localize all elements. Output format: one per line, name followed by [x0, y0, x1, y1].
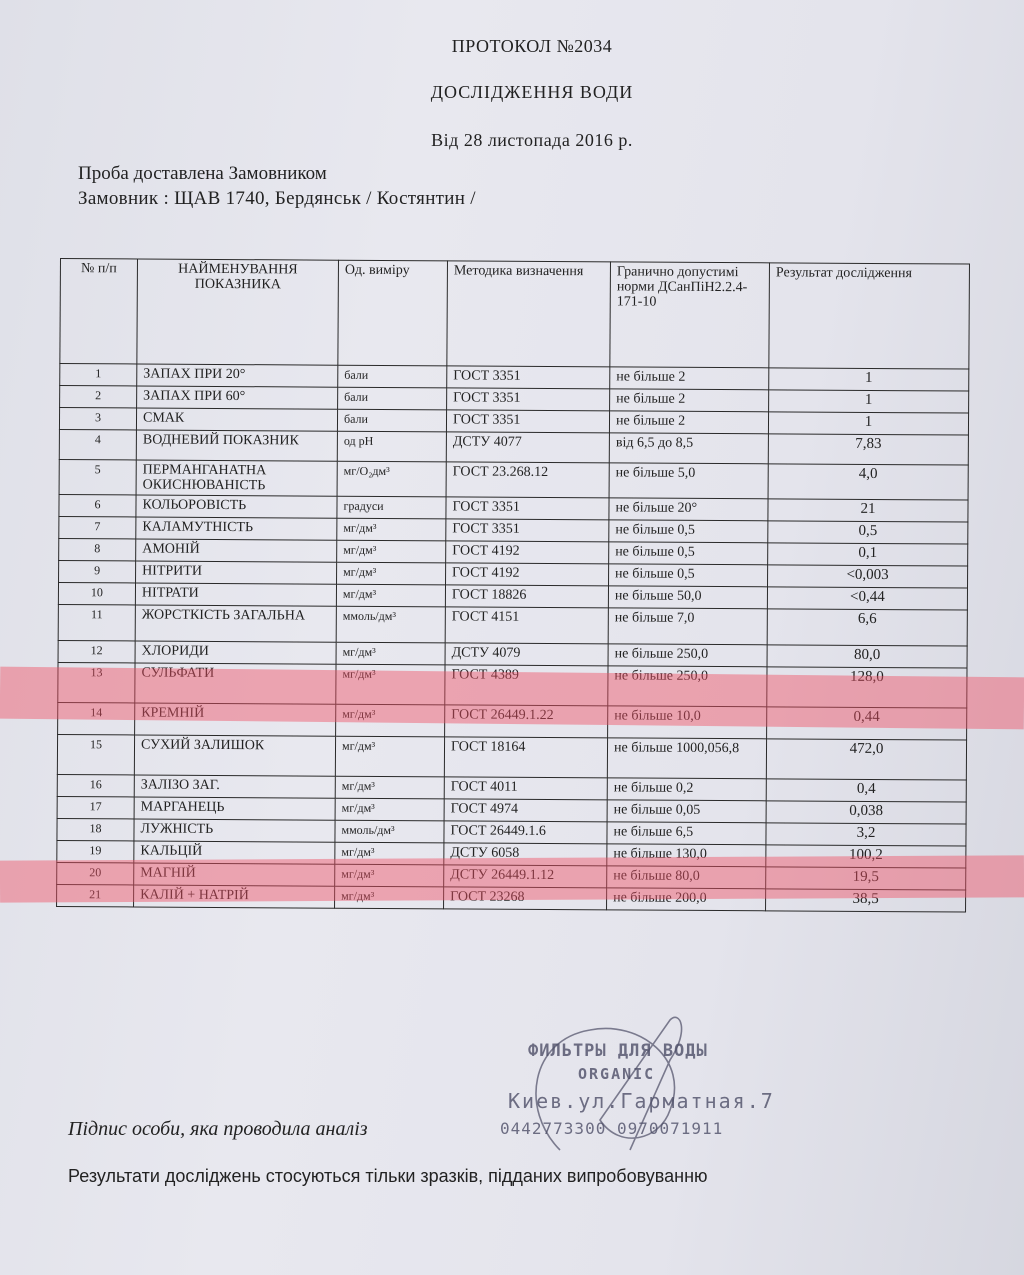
- table-row: [57, 884, 966, 912]
- cell-result: 4,0: [768, 464, 968, 500]
- cell-result: 19,5: [766, 867, 966, 890]
- cell-unit: мг/дм³: [335, 798, 444, 821]
- cell-name: КАЛАМУТНІСТЬ: [136, 517, 337, 540]
- cell-number: 1: [60, 364, 137, 386]
- cell-result: 472,0: [766, 739, 966, 780]
- cell-unit: градуси: [337, 496, 446, 519]
- cell-unit: мг/дм³: [335, 842, 444, 865]
- cell-result: 0,44: [767, 707, 967, 740]
- cell-name: НІТРИТИ: [136, 561, 337, 584]
- cell-number: 18: [57, 818, 134, 840]
- cell-unit: ммоль/дм³: [336, 606, 445, 643]
- cell-norm: не більше 80,0: [607, 866, 766, 889]
- stamp-address: Киев.ул.Гарматная.7: [508, 1089, 775, 1113]
- cell-name: НІТРАТИ: [135, 583, 336, 606]
- cell-method: ГОСТ 3351: [447, 366, 610, 389]
- cell-name: СМАК: [136, 408, 337, 431]
- document-title: ДОСЛІДЖЕННЯ ВОДИ: [430, 82, 634, 102]
- cell-number: 9: [59, 560, 136, 582]
- cell-unit: мг/дм³: [335, 736, 444, 777]
- cell-unit: бали: [338, 387, 447, 410]
- cell-name: КОЛЬОРОВІСТЬ: [136, 495, 337, 518]
- cell-result: 3,2: [766, 823, 966, 846]
- protocol-date: Від 28 листопада 2016 р.: [431, 130, 633, 150]
- cell-method: ГОСТ 23.268.12: [446, 462, 609, 498]
- cell-method: ГОСТ 3351: [446, 519, 609, 542]
- footer-note: Результати досліджень стосуються тільки зразків, підданих випробовуванню: [68, 1166, 708, 1186]
- cell-norm: не більше 2: [610, 367, 769, 390]
- cell-method: ГОСТ 4192: [446, 563, 609, 586]
- cell-method: ДСТУ 4079: [445, 643, 608, 666]
- cell-number: 12: [58, 640, 135, 662]
- cell-norm: не більше 5,0: [609, 463, 768, 499]
- column-header-name: НАЙМЕНУВАННЯ ПОКАЗНИКА: [137, 259, 339, 365]
- cell-number: 8: [59, 538, 136, 560]
- cell-unit: мг/дм³: [335, 886, 444, 909]
- cell-number: 2: [60, 386, 137, 408]
- cell-unit: бали: [337, 409, 446, 432]
- stamp-line-1: ФИЛЬТРЫ ДЛЯ ВОДЫ: [528, 1041, 708, 1061]
- cell-name: ЗАПАХ ПРИ 20°: [137, 364, 338, 387]
- cell-norm: не більше 7,0: [608, 608, 767, 645]
- cell-unit: мг/дм³: [336, 704, 445, 737]
- cell-unit: мг/дм³: [337, 518, 446, 541]
- cell-number: 21: [57, 884, 134, 906]
- stamp-phones: 0442773300 0970071911: [500, 1119, 724, 1138]
- cell-number: 19: [57, 840, 134, 862]
- table-body: [57, 364, 969, 913]
- cell-norm: не більше 0,05: [607, 800, 766, 823]
- cell-norm: не більше 0,5: [609, 520, 768, 543]
- cell-method: ГОСТ 4011: [444, 777, 607, 800]
- cell-name: КРЕМНІЙ: [135, 703, 336, 736]
- cell-norm: від 6,5 до 8,5: [609, 433, 768, 464]
- cell-method: ГОСТ 4192: [446, 541, 609, 564]
- column-header-result: Результат дослідження: [769, 263, 970, 369]
- table-row: [58, 604, 967, 646]
- cell-number: 13: [58, 662, 135, 702]
- table-header-row: [60, 259, 970, 370]
- cell-number: 7: [59, 516, 136, 538]
- cell-result: <0,44: [767, 587, 967, 610]
- cell-number: 15: [57, 734, 134, 774]
- cell-name: СУЛЬФАТИ: [135, 663, 336, 704]
- cell-result: 0,038: [766, 801, 966, 824]
- cell-method: ГОСТ 23268: [444, 887, 607, 910]
- cell-result: <0,003: [768, 565, 968, 588]
- cell-result: 100,2: [766, 845, 966, 868]
- cell-name: МАГНІЙ: [134, 863, 335, 886]
- cell-number: 16: [57, 774, 134, 796]
- cell-unit: мг/дм³: [337, 540, 446, 563]
- cell-result: 128,0: [767, 667, 967, 708]
- cell-unit: ммоль/дм³: [335, 820, 444, 843]
- cell-method: ГОСТ 26449.1.6: [444, 821, 607, 844]
- cell-unit: од pH: [337, 431, 446, 462]
- cell-norm: не більше 1000,056,8: [607, 738, 766, 779]
- cell-norm: не більше 0,2: [607, 778, 766, 801]
- customer-info: Замовник : ЩАВ 1740, Бердянськ / Костянтин /: [78, 188, 476, 209]
- cell-result: 0,4: [766, 779, 966, 802]
- cell-method: ДСТУ 6058: [444, 843, 607, 866]
- cell-number: 4: [59, 429, 136, 459]
- signature-label: Підпис особи, яка проводила аналіз: [68, 1118, 368, 1140]
- cell-name: ХЛОРИДИ: [135, 641, 336, 664]
- cell-number: 11: [58, 604, 135, 640]
- cell-unit: мг/дм³: [337, 562, 446, 585]
- cell-result: 21: [768, 499, 968, 522]
- protocol-number: ПРОТОКОЛ №2034: [451, 36, 613, 56]
- cell-number: 14: [58, 702, 135, 734]
- cell-name: КАЛІЙ + НАТРІЙ: [134, 885, 335, 908]
- cell-method: ГОСТ 4389: [445, 665, 608, 706]
- cell-unit: мг/дм³: [335, 776, 444, 799]
- cell-unit: мг/О₂дм³: [337, 461, 446, 497]
- results-table: [56, 258, 970, 913]
- column-header-method: Методика визначення: [447, 261, 611, 367]
- sample-delivery-note: Проба доставлена Замовником: [78, 163, 327, 184]
- column-header-norm: Гранично допустимі норми ДСанПіН2.2.4-171-10: [610, 262, 770, 368]
- cell-method: ГОСТ 26449.1.22: [445, 705, 608, 738]
- cell-method: ГОСТ 18164: [444, 737, 607, 778]
- cell-method: ГОСТ 3351: [446, 497, 609, 520]
- cell-result: 38,5: [766, 889, 966, 912]
- cell-method: ДСТУ 26449.1.12: [444, 865, 607, 888]
- cell-name: ЗАПАХ ПРИ 60°: [137, 386, 338, 409]
- cell-name: ЛУЖНІСТЬ: [134, 819, 335, 842]
- cell-norm: не більше 2: [610, 389, 769, 412]
- cell-norm: не більше 250,0: [608, 644, 767, 667]
- cell-number: 20: [57, 862, 134, 884]
- cell-method: ГОСТ 3351: [446, 410, 609, 433]
- cell-method: ГОСТ 18826: [445, 585, 608, 608]
- cell-result: 1: [769, 390, 969, 413]
- cell-name: МАРГАНЕЦЬ: [134, 797, 335, 820]
- cell-norm: не більше 130,0: [607, 844, 766, 867]
- cell-result: 6,6: [767, 609, 967, 646]
- cell-name: КАЛЬЦІЙ: [134, 841, 335, 864]
- table-row: [57, 734, 966, 780]
- cell-method: ГОСТ 3351: [447, 388, 610, 411]
- column-header-unit: Од. виміру: [338, 260, 448, 366]
- cell-norm: не більше 20°: [609, 498, 768, 521]
- cell-norm: не більше 200,0: [607, 888, 766, 911]
- column-header-number: № п/п: [60, 259, 138, 364]
- cell-unit: бали: [338, 365, 447, 388]
- cell-unit: мг/дм³: [336, 642, 445, 665]
- cell-result: 0,1: [768, 543, 968, 566]
- cell-number: 10: [58, 582, 135, 604]
- cell-number: 3: [59, 408, 136, 430]
- cell-unit: мг/дм³: [335, 864, 444, 887]
- cell-norm: не більше 6,5: [607, 822, 766, 845]
- cell-result: 80,0: [767, 645, 967, 668]
- cell-number: 5: [59, 459, 136, 494]
- table-row: [59, 459, 968, 500]
- stamp-line-2: ORGANIC: [578, 1065, 656, 1083]
- organization-stamp: [500, 1035, 780, 1145]
- cell-result: 1: [768, 412, 968, 435]
- cell-name: ЗАЛІЗО ЗАГ.: [134, 775, 335, 798]
- cell-norm: не більше 0,5: [609, 564, 768, 587]
- cell-result: 1: [769, 368, 969, 391]
- cell-unit: мг/дм³: [336, 584, 445, 607]
- cell-method: ГОСТ 4974: [444, 799, 607, 822]
- cell-name: СУХИЙ ЗАЛИШОК: [134, 735, 335, 776]
- cell-norm: не більше 0,5: [609, 542, 768, 565]
- cell-method: ДСТУ 4077: [446, 432, 609, 463]
- cell-name: ВОДНЕВИЙ ПОКАЗНИК: [136, 430, 337, 461]
- cell-norm: не більше 2: [609, 411, 768, 434]
- cell-result: 7,83: [768, 434, 968, 465]
- cell-name: АМОНІЙ: [136, 539, 337, 562]
- cell-method: ГОСТ 4151: [445, 607, 608, 644]
- cell-result: 0,5: [768, 521, 968, 544]
- table-row: [58, 662, 967, 708]
- cell-norm: не більше 50,0: [608, 586, 767, 609]
- cell-number: 6: [59, 494, 136, 516]
- cell-name: ПЕРМАНГАНАТНА ОКИСНЮВАНІСТЬ: [136, 460, 337, 496]
- cell-unit: мг/дм³: [336, 664, 445, 705]
- cell-norm: не більше 10,0: [608, 706, 767, 739]
- cell-number: 17: [57, 796, 134, 818]
- cell-name: ЖОРСТКІСТЬ ЗАГАЛЬНА: [135, 605, 336, 642]
- cell-norm: не більше 250,0: [608, 666, 767, 707]
